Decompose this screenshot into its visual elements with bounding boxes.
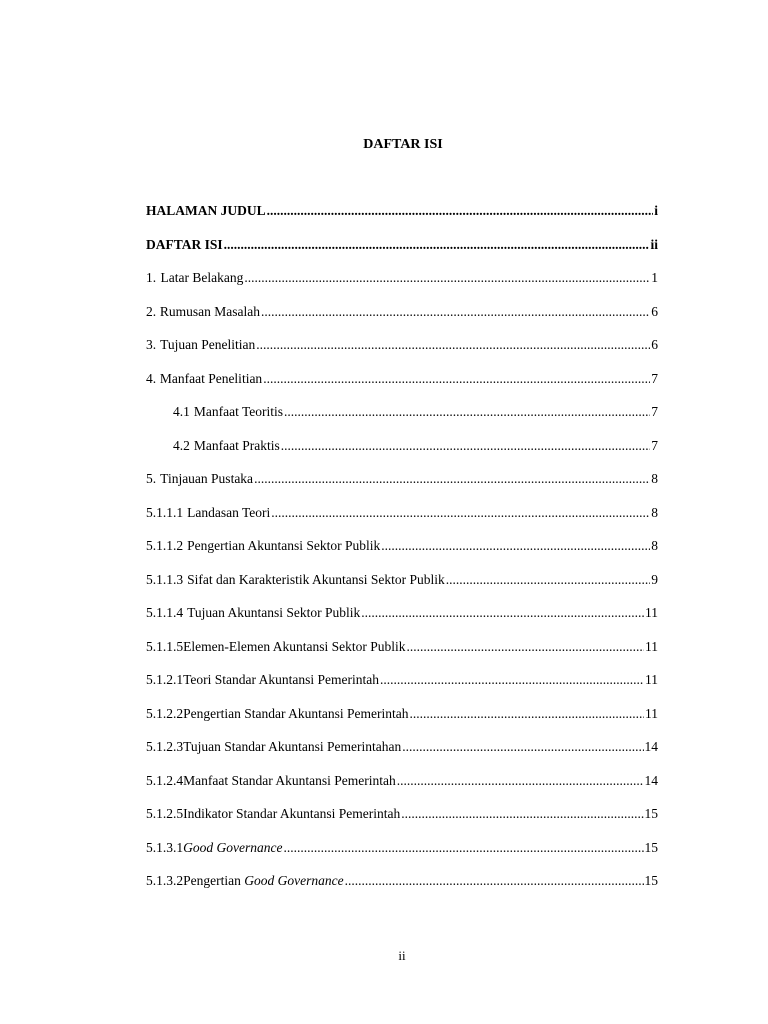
toc-entry: [146, 237, 658, 271]
dot-leader: [283, 840, 643, 856]
toc-entry-number: 5.1.1.4: [146, 605, 184, 620]
toc-entry-page: 14: [644, 739, 658, 754]
toc-entry-page: 11: [645, 672, 658, 687]
toc-entry-title: Pengertian Akuntansi Sektor Publik: [187, 538, 381, 553]
toc-entry-title: Indikator Standar Akuntansi Pemerintah: [183, 806, 401, 821]
toc-entry: [146, 739, 658, 773]
toc-entry-title: Pengertian Standar Akuntansi Pemerintah: [183, 705, 409, 721]
toc-entry-title: Manfaat Standar Akuntansi Pemerintah: [183, 772, 396, 788]
toc-entry-number: 2.: [146, 303, 157, 319]
dot-leader: [281, 438, 651, 454]
toc-entry-page: 15: [644, 873, 658, 888]
dot-leader: [256, 337, 650, 353]
toc-entry-title-prefix: Pengertian: [183, 873, 245, 888]
toc-entry: [146, 337, 658, 371]
toc-entry-page: 15: [644, 806, 658, 821]
toc-entry-title: Rumusan Masalah: [159, 303, 261, 319]
toc-entry: [146, 672, 658, 706]
toc-entry: [146, 304, 658, 338]
toc-entry-number: 5.1.1.2: [146, 538, 184, 553]
toc-entry-page: 11: [645, 638, 658, 654]
toc-entry-page: 1: [651, 270, 658, 285]
toc-entry-page: 8: [651, 471, 658, 486]
toc-entry: [146, 605, 658, 639]
toc-entry-number: 5.1.1.3: [146, 571, 184, 587]
toc-entry: [146, 471, 658, 505]
toc-entry-page: 9: [651, 571, 658, 587]
toc-entry: [146, 371, 658, 405]
dot-leader: [397, 773, 644, 789]
toc-entry-title: Teori Standar Akuntansi Pemerintah: [183, 672, 380, 687]
toc-entry-page: 7: [651, 404, 658, 419]
toc-entry: [146, 505, 658, 539]
toc-entry-number: 5.1.2.4: [146, 772, 184, 788]
toc-entry: [146, 538, 658, 572]
toc-entry-title: HALAMAN JUDUL: [146, 203, 266, 218]
toc-entry-title: DAFTAR ISI: [146, 236, 223, 252]
page-title: DAFTAR ISI: [363, 137, 443, 152]
toc-entry-page: 8: [651, 538, 658, 553]
toc-entry-title-italic: Good Governance: [183, 839, 283, 855]
toc-entry-page: 6: [651, 303, 658, 319]
toc-entry-page: 11: [645, 705, 658, 721]
toc-entry-number: 4.: [146, 370, 157, 386]
dot-leader: [402, 739, 643, 755]
dot-leader: [381, 538, 650, 554]
dot-leader: [261, 304, 650, 320]
dot-leader: [345, 873, 644, 889]
footer-page-number: ii: [398, 948, 406, 963]
dot-leader: [267, 203, 654, 219]
toc-entry-number: 5.1.1.1: [146, 504, 184, 520]
dot-leader: [409, 706, 644, 722]
toc-entry: [146, 572, 658, 606]
toc-entry-number: 4.1: [173, 404, 190, 419]
toc-entry-number: 5.1.3.2: [146, 873, 184, 888]
toc-entry-number: 5.1.3.1: [146, 839, 184, 855]
toc-entry-number: 5.1.2.2: [146, 705, 184, 721]
dot-leader: [271, 505, 650, 521]
table-of-contents: [146, 203, 658, 907]
toc-entry: [146, 639, 658, 673]
toc-entry: [146, 203, 658, 237]
toc-entry-page: 7: [651, 370, 658, 386]
toc-entry: [146, 438, 658, 472]
toc-entry-page: 15: [644, 839, 658, 855]
toc-entry-title: Tinjauan Pustaka: [160, 471, 254, 486]
toc-entry-title: Elemen-Elemen Akuntansi Sektor Publik: [183, 638, 406, 654]
toc-entry-title: [183, 840, 282, 856]
toc-entry-number: 3.: [146, 337, 157, 352]
toc-entry-number: 5.: [146, 471, 157, 486]
dot-leader: [284, 404, 650, 420]
toc-entry-number: 5.1.2.3: [146, 739, 184, 754]
toc-entry-page: 7: [651, 437, 658, 453]
toc-entry-number: 4.2: [173, 437, 190, 453]
toc-entry-title: Latar Belakang: [160, 270, 244, 285]
toc-entry: [146, 404, 658, 438]
dot-leader: [361, 605, 644, 621]
dot-leader: [263, 371, 650, 387]
dot-leader: [244, 270, 650, 286]
toc-entry-page: 6: [651, 337, 658, 352]
toc-entry-page: i: [654, 203, 658, 218]
toc-entry-title: Tujuan Akuntansi Sektor Publik: [187, 605, 361, 620]
toc-entry: [146, 840, 658, 874]
toc-entry-title: [183, 873, 343, 889]
toc-entry-title-italic: Good Governance: [244, 873, 344, 888]
toc-entry-page: ii: [650, 236, 658, 252]
dot-leader: [254, 471, 650, 487]
toc-entry: [146, 706, 658, 740]
toc-entry-page: 8: [651, 504, 658, 520]
toc-entry-title: Tujuan Standar Akuntansi Pemerintahan: [183, 739, 402, 754]
toc-entry-number: 5.1.2.5: [146, 806, 184, 821]
toc-entry-page: 11: [645, 605, 658, 620]
dot-leader: [401, 806, 643, 822]
toc-entry-title: Manfaat Teoritis: [193, 404, 284, 419]
toc-entry: [146, 270, 658, 304]
toc-entry-title: Manfaat Praktis: [193, 437, 280, 453]
toc-entry: [146, 773, 658, 807]
toc-entry-page: 14: [644, 772, 658, 788]
toc-entry-title: Sifat dan Karakteristik Akuntansi Sektor Publik: [187, 571, 445, 587]
toc-entry: [146, 806, 658, 840]
toc-entry-number: 5.1.2.1: [146, 672, 184, 687]
dot-leader: [224, 237, 650, 253]
dot-leader: [446, 572, 651, 588]
dot-leader: [406, 639, 644, 655]
toc-entry-title: Manfaat Penelitian: [159, 370, 263, 386]
toc-entry-number: 5.1.1.5: [146, 638, 184, 654]
toc-entry-title: Tujuan Penelitian: [160, 337, 256, 352]
dot-leader: [380, 672, 644, 688]
toc-entry-number: 1.: [146, 270, 157, 285]
toc-entry-title: Landasan Teori: [187, 504, 271, 520]
toc-entry: [146, 873, 658, 907]
